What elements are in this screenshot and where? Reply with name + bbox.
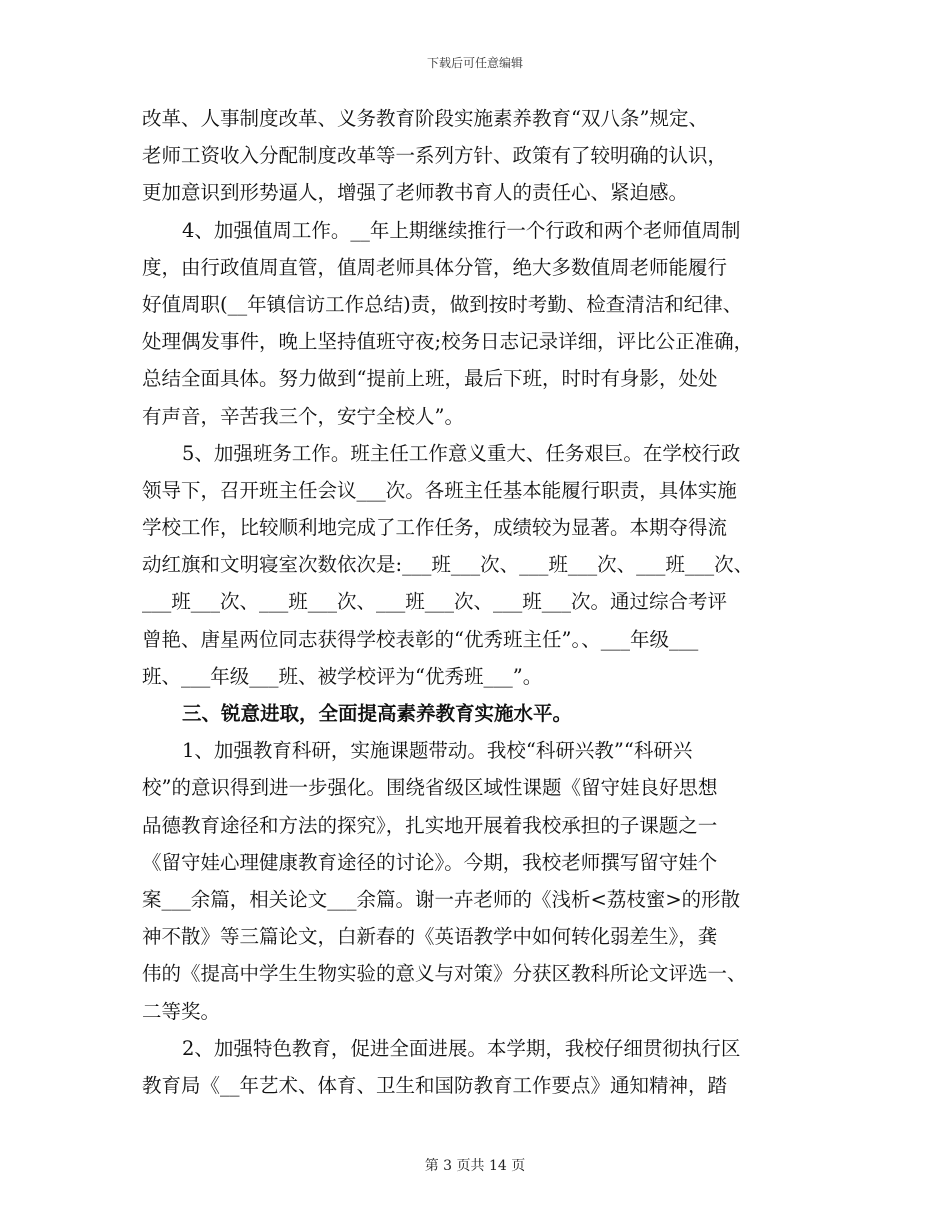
text-line: 处理偶发事件，晚上坚持值班守夜;校务日志记录详细，评比公正准确， bbox=[142, 330, 754, 354]
text-line: ___班___次、___班___次、___班___次、___班___次。通过综合考评 bbox=[142, 590, 728, 614]
text-line: 领导下，召开班主任会议___次。各班主任基本能履行职责，具体实施 bbox=[142, 478, 737, 502]
page-header: 下载后可任意编辑 bbox=[426, 56, 523, 70]
text-line: 老师工资收入分配制度改革等一系列方针、政策有了较明确的认识， bbox=[142, 144, 728, 168]
text-line: 有声音，辛苦我三个，安宁全校人”。 bbox=[142, 404, 464, 428]
text-line: 品德教育途径和方法的探究》，扎实地开展着我校承担的子课题之一 bbox=[142, 813, 718, 837]
text-line: 更加意识到形势逼人，增强了老师教书育人的责任心、紧迫感。 bbox=[142, 181, 689, 205]
text-line: 学校工作，比较顺利地完成了工作任务，成绩较为显著。本期夺得流 bbox=[142, 516, 728, 540]
text-line: 度，由行政值周直管，值周老师具体分管，绝大多数值周老师能履行 bbox=[142, 255, 728, 279]
section-heading: 三、锐意进取，全面提高素养教育实施水平。 bbox=[182, 702, 573, 725]
text-line: 5、加强班务工作。班主任工作意义重大、任务艰巨。在学校行政 bbox=[182, 441, 741, 465]
body-text bbox=[142, 100, 812, 1104]
text-line: 4、加强值周工作。__年上期继续推行一个行政和两个老师值周制 bbox=[182, 218, 741, 242]
text-line: 班、___年级___班、被学校评为“优秀班___”。 bbox=[142, 664, 543, 688]
text-line: 1、加强教育科研，实施课题带动。我校“科研兴教”“科研兴 bbox=[182, 739, 693, 763]
text-line: 神不散》等三篇论文，白新春的《英语教学中如何转化弱差生》，龚 bbox=[142, 925, 718, 949]
text-line: 伟的《提高中学生生物实验的意义与对策》分获区教科所论文评选一、 bbox=[142, 962, 747, 986]
text-line: 动红旗和文明寝室次数依次是:___班___次、___班___次、___班___次、 bbox=[142, 553, 754, 577]
text-line: 总结全面具体。努力做到“提前上班，最后下班，时时有身影，处处 bbox=[142, 367, 718, 391]
text-line: 案___余篇，相关论文___余篇。谢一卉老师的《浅析<荔枝蜜>的形散 bbox=[142, 887, 741, 911]
text-line: 校”的意识得到进一步强化。围绕省级区域性课题《留守娃良好思想 bbox=[142, 776, 718, 800]
text-line: 《留守娃心理健康教育途径的讨论》。今期，我校老师撰写留守娃个 bbox=[142, 850, 718, 874]
text-line: 曾艳、唐星两位同志获得学校表彰的“优秀班主任”。、___年级___ bbox=[142, 627, 699, 651]
text-line: 二等奖。 bbox=[142, 999, 221, 1023]
text-line: 教育局《__年艺术、体育、卫生和国防教育工作要点》通知精神，踏 bbox=[142, 1073, 728, 1097]
text-line: 好值周职(__年镇信访工作总结)责，做到按时考勤、检查清洁和纪律、 bbox=[142, 292, 743, 316]
text-line: 改革、人事制度改革、义务教育阶段实施素养教育“双八条”规定、 bbox=[142, 107, 708, 130]
text-line: 2、加强特色教育，促进全面进展。本学期，我校仔细贯彻执行区 bbox=[182, 1036, 741, 1060]
page-footer: 第 3 页共 14 页 bbox=[424, 1158, 526, 1174]
